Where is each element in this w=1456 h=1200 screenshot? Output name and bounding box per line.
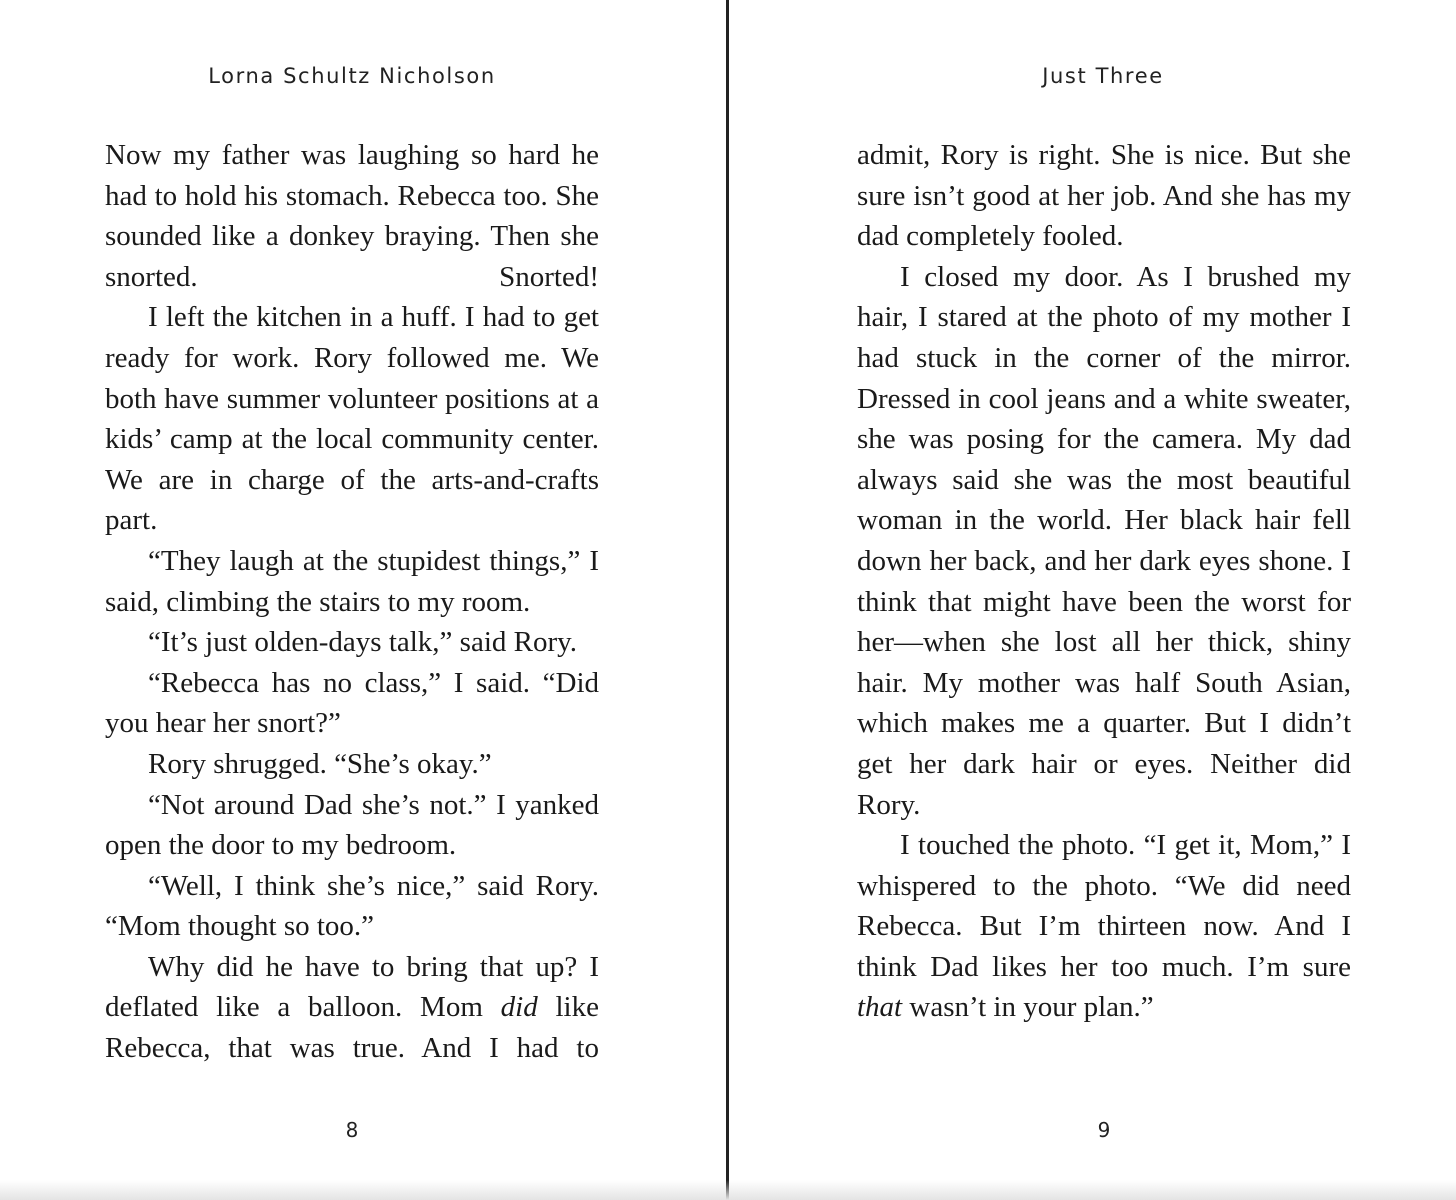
paragraph: [105, 744, 599, 785]
paragraph-text: like Rebecca, that was true. And I had to: [105, 991, 599, 1065]
paragraph-text: “Well, I think she’s nice,” said Rory. “Mom thought so too.”: [105, 869, 599, 943]
paragraph-text: wasn’t in your plan.”: [902, 991, 1154, 1024]
paragraph-text: “They laugh at the stupidest things,” I said, climbing the stairs to my room.: [105, 544, 599, 618]
page-number-right: 9: [1097, 1118, 1111, 1142]
left-page-body: [105, 135, 599, 1069]
paragraph: [857, 825, 1351, 1028]
paragraph: [105, 297, 599, 541]
right-page: [730, 0, 1456, 1200]
paragraph-text: “Not around Dad she’s not.” I yanked open the door to my bedroom.: [105, 788, 599, 862]
paragraph: [105, 135, 599, 297]
paragraph-text: I left the kitchen in a huff. I had to get ready for work. Rory followed me. We both have summer volunteer positions at a kids’ camp at the local community center. We are in charge of the arts-and-crafts part.: [105, 301, 599, 537]
paragraph-text: I touched the photo. “I get it, Mom,” I whispered to the photo. “We did need Rebecca. But I’m thirteen now. And I think Dad likes her too much. I’m sure: [857, 829, 1351, 983]
paragraph: [105, 663, 599, 744]
paragraph-text: “Rebecca has no class,” I said. “Did you hear her snort?”: [105, 666, 599, 740]
emphasis-text: did: [500, 991, 538, 1024]
paragraph: [105, 541, 599, 622]
paragraph: [857, 135, 1351, 257]
paragraph-text: “It’s just olden-days talk,” said Rory.: [148, 626, 578, 659]
page-number-left: 8: [345, 1118, 359, 1142]
paragraph-text: admit, Rory is right. She is nice. But she sure isn’t good at her job. And she has my dad completely fooled.: [857, 139, 1351, 253]
paragraph: [105, 785, 599, 866]
paragraph-text: Rory shrugged. “She’s okay.”: [148, 747, 492, 780]
paragraph-text: Now my father was laughing so hard he had to hold his stomach. Rebecca too. She sounded like a donkey braying. Then she snorted. Snorted!: [105, 139, 599, 293]
bottom-edge-shadow: [0, 1180, 1456, 1200]
emphasis-text: that: [857, 991, 903, 1024]
running-head-title: Just Three: [1042, 64, 1164, 88]
paragraph: [105, 947, 599, 1069]
running-head-author: Lorna Schultz Nicholson: [208, 64, 496, 88]
paragraph-text: Why did he have to bring that up? I deflated like a balloon. Mom: [105, 950, 599, 1024]
book-gutter-divider: [726, 0, 729, 1200]
paragraph: [105, 866, 599, 947]
paragraph: [857, 257, 1351, 825]
right-page-body: [857, 135, 1351, 1028]
paragraph: [105, 622, 599, 663]
paragraph-text: I closed my door. As I brushed my hair, I stared at the photo of my mother I had stuck in the corner of the mirror. Dressed in cool jeans and a white sweater, she was posing for the camera. My dad always said she was the most beautiful woman in the world. Her black hair fell down her back, and her dark eyes shone. I think that might have been the worst for her—when she lost all her thick, shiny hair. My mother was half South Asian, which makes me a quarter. But I didn’t get her dark hair or eyes. Neither did Rory.: [857, 260, 1351, 821]
left-page: [0, 0, 726, 1200]
